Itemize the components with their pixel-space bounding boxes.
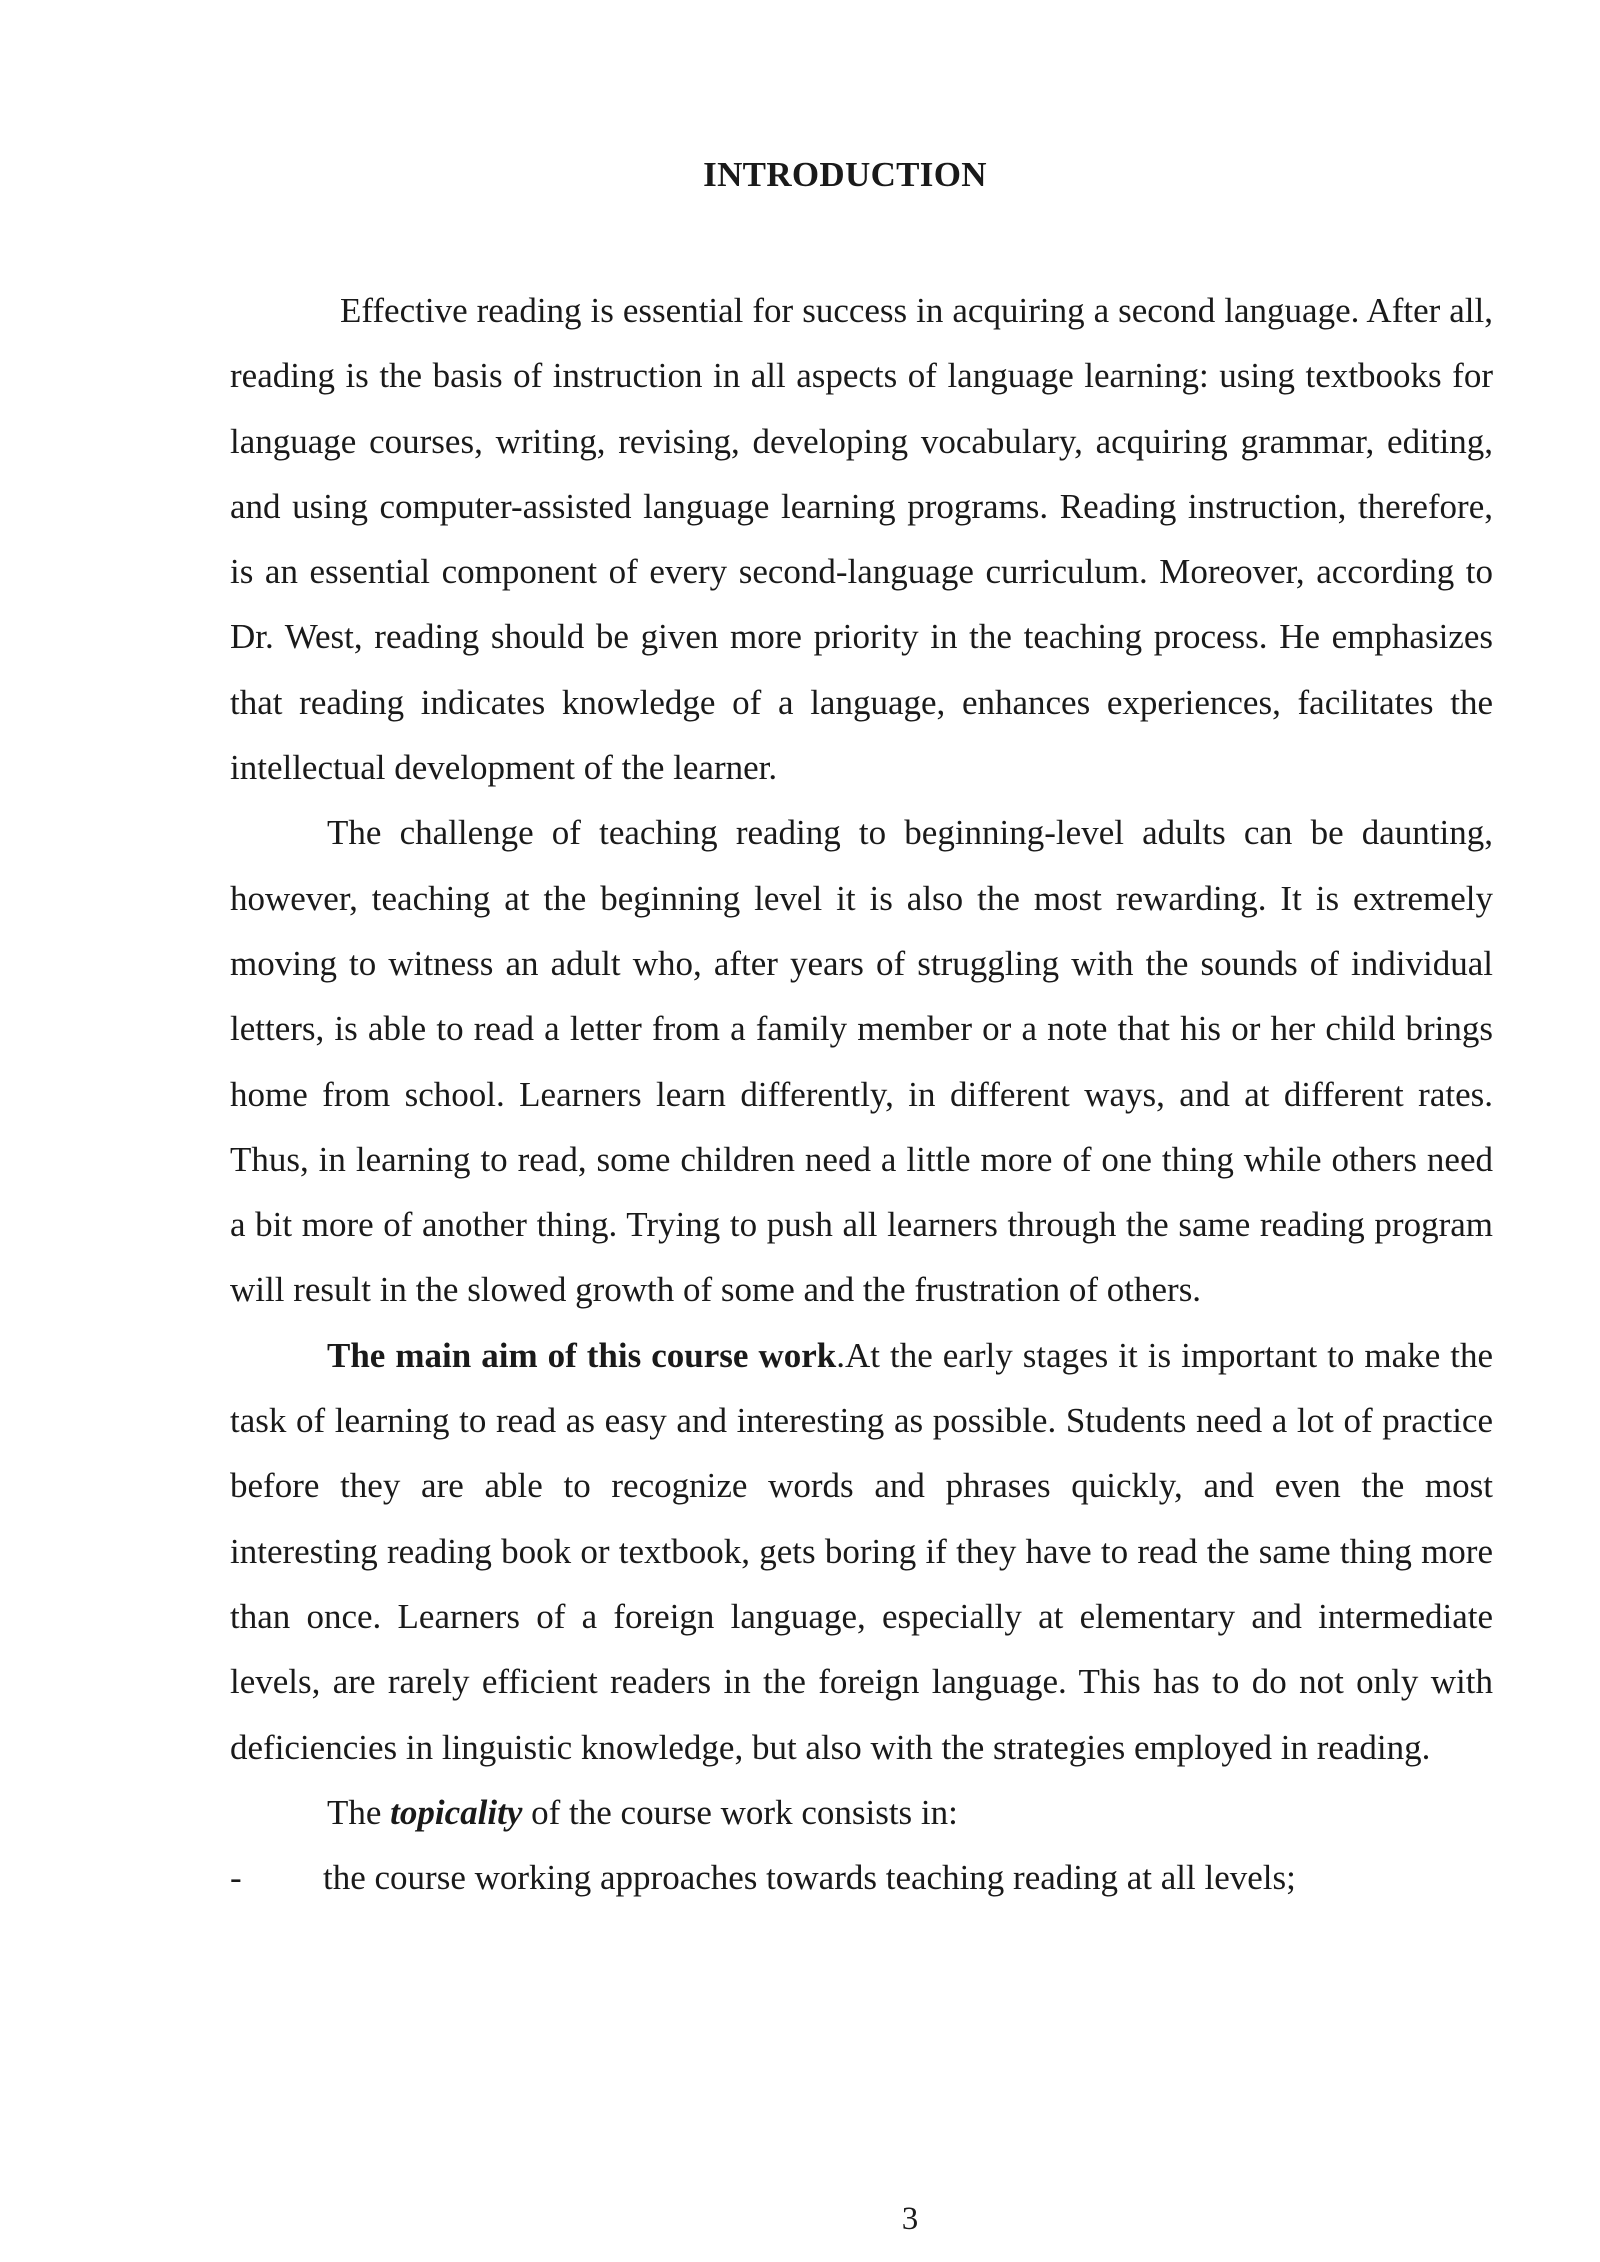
paragraph-1: Effective reading is essential for success in acquiring a second language. After all, reading is the basis of instruction in all aspects of language learning: using textbooks for language courses, writing, revising, developing vocabulary, acquiring grammar, editing, and using computer-assisted language learning programs. Reading instruction, therefore, is an essential component of every second-language curriculum. Moreover, according to Dr. West, reading should be given more priority in the teaching process. He emphasizes that reading indicates knowledge of a language, enhances experiences, facilitates the intellectual development of the learner. [230, 291, 1493, 788]
topicality-emphasis: topicality [390, 1792, 523, 1832]
paragraph-4-post: of the course work consists in: [522, 1792, 958, 1832]
bullet-item [230, 1845, 1493, 1910]
main-aim-heading: The main aim of this course work [327, 1335, 837, 1375]
paragraph-3 [230, 1323, 1493, 1780]
paragraph-4 [230, 1780, 1493, 1845]
page-number: 3 [901, 2201, 919, 2237]
paragraph-2: The challenge of teaching reading to beginning-level adults can be daunting, however, teaching at the beginning level it is also the most rewarding. It is extremely moving to witness an adult who, after years of struggling with the sounds of individual letters, is able to read a letter from a family member or a note that his or her child brings home from school. Learners learn differently, in different ways, and at different rates. Thus, in learning to read, some children need a little more of one thing while others need a bit more of another thing. Trying to push all learners through the same reading program will result in the slowed growth of some and the frustration of others. [230, 813, 1493, 1310]
bullet-item-text: the course working approaches towards teaching reading at all levels; [323, 1858, 1296, 1898]
paragraph-4-pre: The [327, 1792, 391, 1832]
bullet-list [133, 1845, 1493, 1910]
paragraph-3-text: .At the early stages it is important to make the task of learning to read as easy and interesting as possible. Students need a lot of practice before they are able to recognize words and phrases quickly, and even the most interesting reading book or textbook, gets boring if they have to read the same thing more than once. Learners of a foreign language, especially at elementary and intermediate levels, are rarely efficient readers in the foreign language. This has to do not only with deficiencies in linguistic knowledge, but also with the strategies employed in reading. [230, 1335, 1493, 1767]
document-body [230, 278, 1493, 1910]
document-title: INTRODUCTION [703, 155, 987, 194]
bullet-dash: - [230, 1858, 242, 1898]
